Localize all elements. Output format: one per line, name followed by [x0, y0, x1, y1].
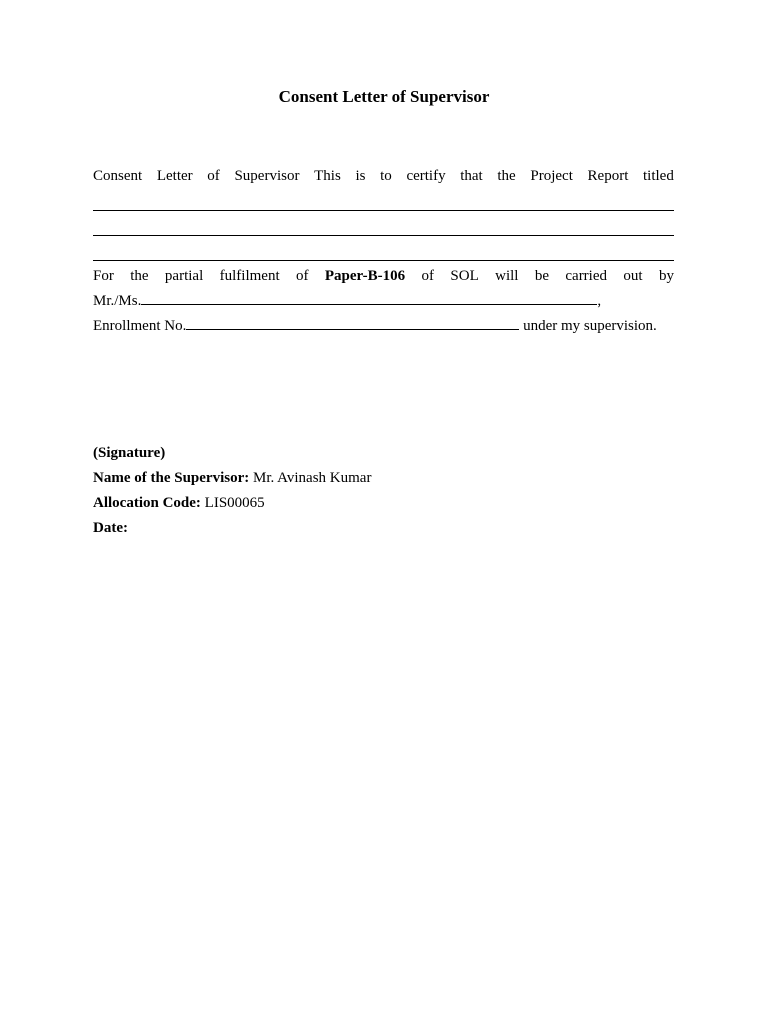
- enrollment-suffix: under my supervision.: [519, 318, 657, 334]
- supervisor-value: Mr. Avinash Kumar: [252, 470, 372, 486]
- title-blank-line-3: [93, 239, 674, 264]
- enrollment-line: [93, 314, 674, 339]
- allocation-row: [93, 491, 593, 516]
- intro-word: Supervisor: [234, 168, 300, 184]
- signature-block: [93, 441, 593, 541]
- student-name-line: [93, 289, 674, 314]
- intro-word: Consent: [93, 168, 143, 184]
- intro-word: that: [460, 168, 483, 184]
- intro-word: of: [207, 168, 220, 184]
- intro-word: titled: [643, 168, 674, 184]
- purpose-word: SOL: [450, 268, 479, 284]
- letter-body: [93, 164, 674, 339]
- intro-word: Letter: [156, 168, 193, 184]
- purpose-word: out: [623, 268, 643, 284]
- purpose-word: be: [534, 268, 549, 284]
- intro-word: Project: [530, 168, 573, 184]
- purpose-word: the: [130, 268, 149, 284]
- purpose-word: fulfilment: [219, 268, 280, 284]
- date-label: Date:: [93, 520, 128, 536]
- paper-code: Paper-B-106: [324, 268, 406, 284]
- intro-word: to: [380, 168, 392, 184]
- intro-word: the: [497, 168, 516, 184]
- intro-word: This: [314, 168, 341, 184]
- purpose-word: carried: [565, 268, 608, 284]
- mr-ms-suffix: ,: [597, 293, 602, 309]
- purpose-line: [93, 264, 674, 289]
- student-name-blank[interactable]: [141, 290, 597, 305]
- intro-word: Report: [587, 168, 629, 184]
- allocation-value: LIS00065: [204, 495, 265, 511]
- purpose-word: of: [421, 268, 435, 284]
- intro-word: certify: [406, 168, 446, 184]
- supervisor-row: [93, 466, 593, 491]
- enrollment-blank[interactable]: [186, 315, 519, 330]
- signature-label: (Signature): [93, 445, 166, 461]
- title-blank-line-1: [93, 189, 674, 214]
- purpose-word: will: [495, 268, 519, 284]
- intro-line: [93, 164, 674, 189]
- allocation-label: Allocation Code:: [93, 495, 201, 511]
- page-title: Consent Letter of Supervisor: [278, 87, 490, 106]
- enrollment-label: Enrollment No.: [93, 318, 187, 334]
- mr-ms-label: Mr./Ms.: [93, 293, 142, 309]
- intro-word: is: [355, 168, 366, 184]
- purpose-word: For: [93, 268, 114, 284]
- purpose-word: of: [296, 268, 309, 284]
- purpose-word: partial: [164, 268, 204, 284]
- purpose-word: by: [658, 268, 674, 284]
- title-blank-line-2: [93, 214, 674, 239]
- supervisor-label: Name of the Supervisor:: [93, 470, 250, 486]
